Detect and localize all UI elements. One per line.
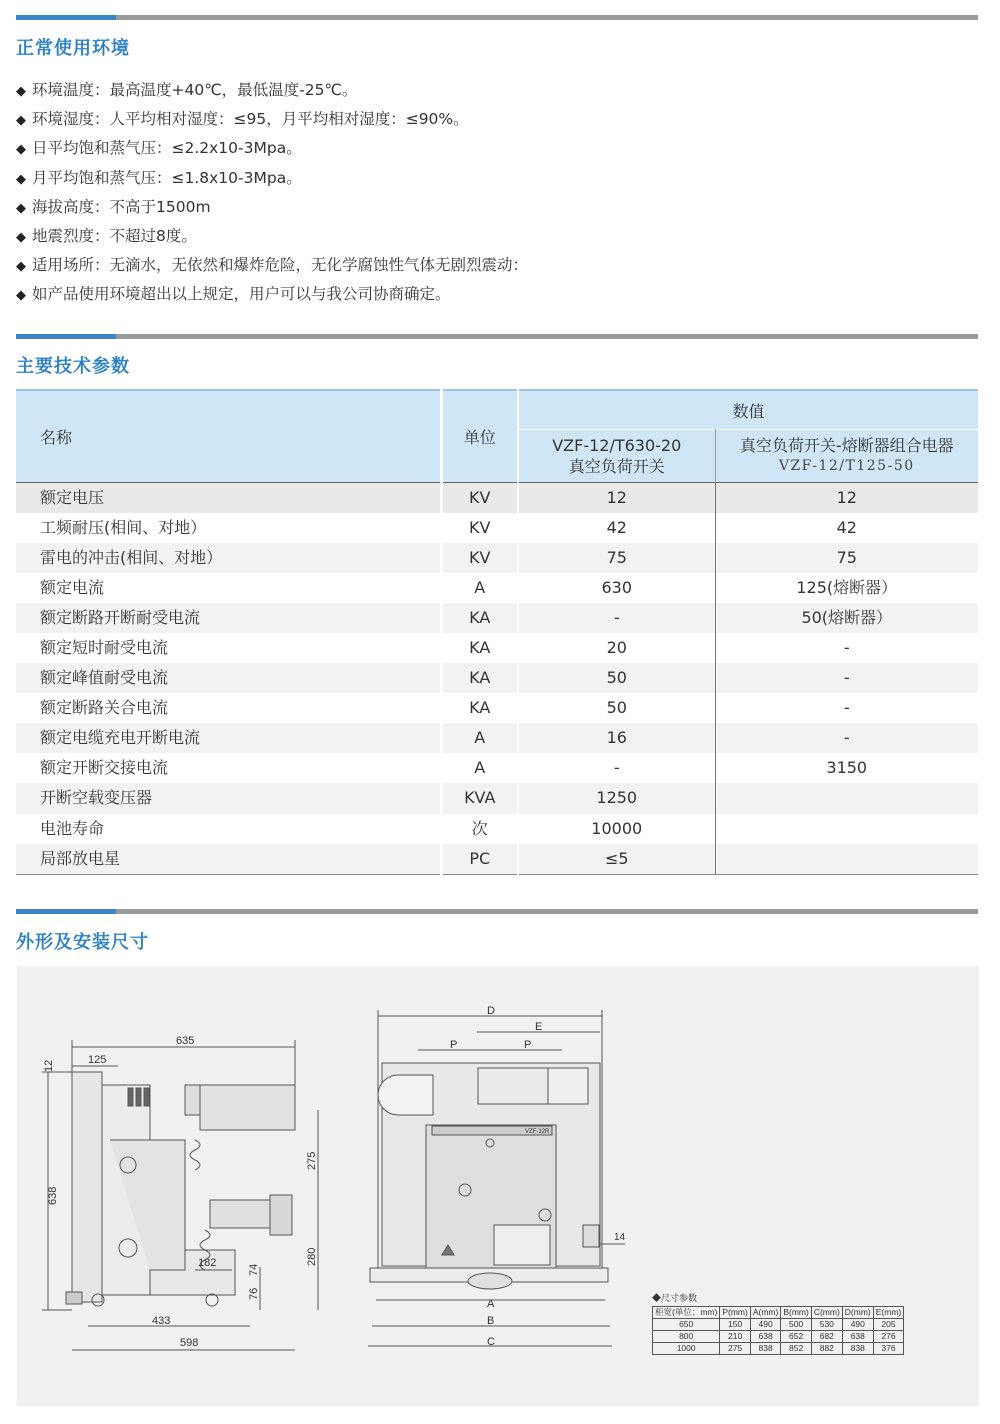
table-cell-name: 额定断路开断耐受电流 bbox=[16, 603, 441, 633]
dim-table-header: P(mm) bbox=[720, 1307, 751, 1319]
dim-table-cell: 490 bbox=[750, 1319, 781, 1331]
section-title-params: 主要技术参数 bbox=[16, 356, 130, 377]
table-cell-v2: 50(熔断器） bbox=[715, 603, 978, 633]
dim-182: 182 bbox=[198, 1257, 217, 1269]
dim-A: A bbox=[487, 1298, 495, 1310]
dim-table-cell: 205 bbox=[873, 1319, 904, 1331]
dim-C: C bbox=[487, 1336, 495, 1348]
table-cell-unit: KVA bbox=[441, 783, 518, 813]
table-cell-v2: 42 bbox=[715, 513, 978, 543]
table-cell-name: 额定电缆充电开断电流 bbox=[16, 723, 441, 753]
diamond-bullet-icon: ◆ bbox=[16, 259, 26, 275]
table-cell-v1: 20 bbox=[518, 633, 715, 663]
dim-P-left: P bbox=[450, 1039, 458, 1051]
dim-12: 12 bbox=[43, 1059, 55, 1072]
dim-table-header: 柜宽(单位：mm) bbox=[653, 1307, 720, 1319]
side-view-drawing bbox=[42, 1040, 318, 1350]
dim-table-cell: 210 bbox=[720, 1331, 751, 1343]
header-col1-type: 真空负荷开关 bbox=[568, 457, 665, 476]
dim-table-cell: 650 bbox=[653, 1319, 720, 1331]
table-cell-unit: A bbox=[441, 723, 518, 753]
diamond-bullet-icon: ◆ bbox=[16, 288, 26, 304]
dim-table-row bbox=[653, 1343, 904, 1355]
table-cell-v2: 125(熔断器） bbox=[715, 573, 978, 603]
header-values: 数值 bbox=[518, 390, 978, 430]
table-cell-name: 雷电的冲击(相间、对地） bbox=[16, 543, 441, 573]
dim-table-cell: 1000 bbox=[653, 1343, 720, 1355]
dim-table-cell: 882 bbox=[811, 1343, 842, 1355]
table-cell-name: 局部放电星 bbox=[16, 844, 441, 875]
table-cell-v1: 630 bbox=[518, 573, 715, 603]
table-cell-v1: ≤5 bbox=[518, 844, 715, 875]
table-cell-v1: 50 bbox=[518, 693, 715, 723]
dim-table-header: C(mm) bbox=[811, 1307, 842, 1319]
dim-638: 638 bbox=[47, 1186, 59, 1205]
table-cell-v1: - bbox=[518, 753, 715, 783]
dim-table-header: D(mm) bbox=[842, 1307, 873, 1319]
dim-76: 76 bbox=[248, 1287, 260, 1300]
environment-item-text: 日平均饱和蒸气压：≤2.2x10-3Mpa。 bbox=[32, 139, 302, 158]
dim-14: 14 bbox=[614, 1232, 626, 1243]
table-cell-unit: 次 bbox=[441, 814, 518, 844]
environment-item-text: 月平均饱和蒸气压：≤1.8x10-3Mpa。 bbox=[32, 168, 302, 187]
header-unit: 单位 bbox=[441, 390, 518, 483]
table-cell-unit: KA bbox=[441, 693, 518, 723]
header-col2-type: 真空负荷开关-熔断器组合电器 bbox=[739, 436, 954, 455]
dim-table-header: B(mm) bbox=[781, 1307, 812, 1319]
environment-item-text: 适用场所：无滴水，无依然和爆炸危险，无化学腐蚀性气体无剧烈震动： bbox=[32, 256, 529, 275]
header-col1-model: VZF-12/T630-20 bbox=[552, 436, 682, 455]
table-cell-v1: 10000 bbox=[518, 814, 715, 844]
header-name: 名称 bbox=[16, 390, 441, 483]
dim-D: D bbox=[487, 1005, 495, 1017]
dim-table-cell: 490 bbox=[842, 1319, 873, 1331]
table-cell-v2: - bbox=[715, 663, 978, 693]
dim-125: 125 bbox=[88, 1054, 107, 1066]
environment-item-text: 环境湿度：人平均相对湿度：≤95，月平均相对湿度：≤90%。 bbox=[32, 110, 469, 129]
table-cell-v2: 75 bbox=[715, 543, 978, 573]
table-cell-name: 工频耐压(相间、对地） bbox=[16, 513, 441, 543]
table-cell-unit: A bbox=[441, 573, 518, 603]
table-cell-v2: 3150 bbox=[715, 753, 978, 783]
dim-table-cell: 276 bbox=[873, 1331, 904, 1343]
dim-table-row bbox=[653, 1331, 904, 1343]
environment-item-text: 如产品使用环境超出以上规定，用户可以与我公司协商确定。 bbox=[32, 285, 451, 304]
environment-item-text: 海拔高度：不高于1500m bbox=[32, 197, 211, 216]
dim-table-cell: 638 bbox=[842, 1331, 873, 1343]
diamond-bullet-icon: ◆ bbox=[16, 171, 26, 187]
table-cell-unit: KV bbox=[441, 543, 518, 573]
dim-table-cell: 376 bbox=[873, 1343, 904, 1355]
table-cell-v1: 12 bbox=[518, 483, 715, 514]
dimension-table bbox=[652, 1306, 904, 1355]
nameplate-model: VZF-12R bbox=[525, 1129, 550, 1135]
diamond-bullet-icon: ◆ bbox=[16, 84, 26, 99]
dim-598: 598 bbox=[180, 1337, 199, 1349]
dim-table-cell: 500 bbox=[781, 1319, 812, 1331]
table-cell-name: 额定电流 bbox=[16, 573, 441, 603]
environment-item-text: 地震烈度：不超过8度。 bbox=[32, 226, 197, 245]
table-cell-unit: KV bbox=[441, 483, 518, 514]
dim-table-cell: 852 bbox=[781, 1343, 812, 1355]
table-cell-v1: 50 bbox=[518, 663, 715, 693]
table-cell-unit: KV bbox=[441, 513, 518, 543]
dim-table-cell: 800 bbox=[653, 1331, 720, 1343]
dim-table-header: E(mm) bbox=[873, 1307, 904, 1319]
dim-635: 635 bbox=[176, 1035, 195, 1047]
table-cell-name: 额定短时耐受电流 bbox=[16, 633, 441, 663]
table-cell-unit: PC bbox=[441, 844, 518, 875]
dim-table-cell: 150 bbox=[720, 1319, 751, 1331]
diamond-bullet-icon: ◆ bbox=[16, 229, 26, 245]
table-cell-v1: - bbox=[518, 603, 715, 633]
table-cell-v2: - bbox=[715, 633, 978, 663]
dim-table-cell: 838 bbox=[750, 1343, 781, 1355]
table-cell-unit: KA bbox=[441, 663, 518, 693]
table-cell-name: 开断空载变压器 bbox=[16, 783, 441, 813]
table-cell-v2: - bbox=[715, 723, 978, 753]
table-cell-unit: A bbox=[441, 753, 518, 783]
diamond-bullet-icon: ◆ bbox=[16, 113, 26, 129]
table-cell-name: 额定断路关合电流 bbox=[16, 693, 441, 723]
table-cell-unit: KA bbox=[441, 603, 518, 633]
diamond-bullet-icon: ◆ bbox=[16, 142, 26, 158]
table-cell-unit: KA bbox=[441, 633, 518, 663]
front-view-drawing bbox=[368, 1010, 625, 1346]
dim-table-header: A(mm) bbox=[750, 1307, 781, 1319]
table-cell-name: 额定开断交接电流 bbox=[16, 753, 441, 783]
dim-table-cell: 530 bbox=[811, 1319, 842, 1331]
dim-table-cell: 838 bbox=[842, 1343, 873, 1355]
dim-table-row bbox=[653, 1319, 904, 1331]
table-cell-v1: 16 bbox=[518, 723, 715, 753]
table-cell-name: 电池寿命 bbox=[16, 814, 441, 844]
dim-table-caption bbox=[652, 1291, 697, 1304]
section-title-environment: 正常使用环境 bbox=[16, 38, 130, 59]
table-cell-v2: - bbox=[715, 693, 978, 723]
diamond-bullet-icon: ◆ bbox=[652, 1293, 662, 1303]
dim-table-cell: 682 bbox=[811, 1331, 842, 1343]
table-cell-v1: 75 bbox=[518, 543, 715, 573]
table-cell-v1: 42 bbox=[518, 513, 715, 543]
dim-table-cell: 275 bbox=[720, 1343, 751, 1355]
dim-74: 74 bbox=[248, 1263, 260, 1276]
table-cell-v1: 1250 bbox=[518, 783, 715, 813]
header-col2-model: VZF-12/T125-50 bbox=[778, 458, 915, 474]
diamond-bullet-icon: ◆ bbox=[16, 200, 26, 216]
dim-E: E bbox=[535, 1021, 543, 1033]
table-cell-name: 额定峰值耐受电流 bbox=[16, 663, 441, 693]
dim-table-cell: 652 bbox=[781, 1331, 812, 1343]
table-cell-name: 额定电压 bbox=[16, 483, 441, 514]
table-cell-v2: 12 bbox=[715, 483, 978, 514]
dim-433: 433 bbox=[152, 1315, 171, 1327]
dim-table-caption-text: 尺寸参数 bbox=[661, 1293, 698, 1303]
dim-B: B bbox=[487, 1315, 495, 1327]
environment-item-text: 环境温度：最高温度+40℃，最低温度-25℃。 bbox=[32, 81, 358, 99]
section-title-dimensions: 外形及安装尺寸 bbox=[16, 932, 149, 953]
dim-275: 275 bbox=[306, 1151, 318, 1170]
dim-table-cell: 638 bbox=[750, 1331, 781, 1343]
dim-280: 280 bbox=[306, 1247, 318, 1266]
dim-P-right: P bbox=[524, 1039, 532, 1051]
